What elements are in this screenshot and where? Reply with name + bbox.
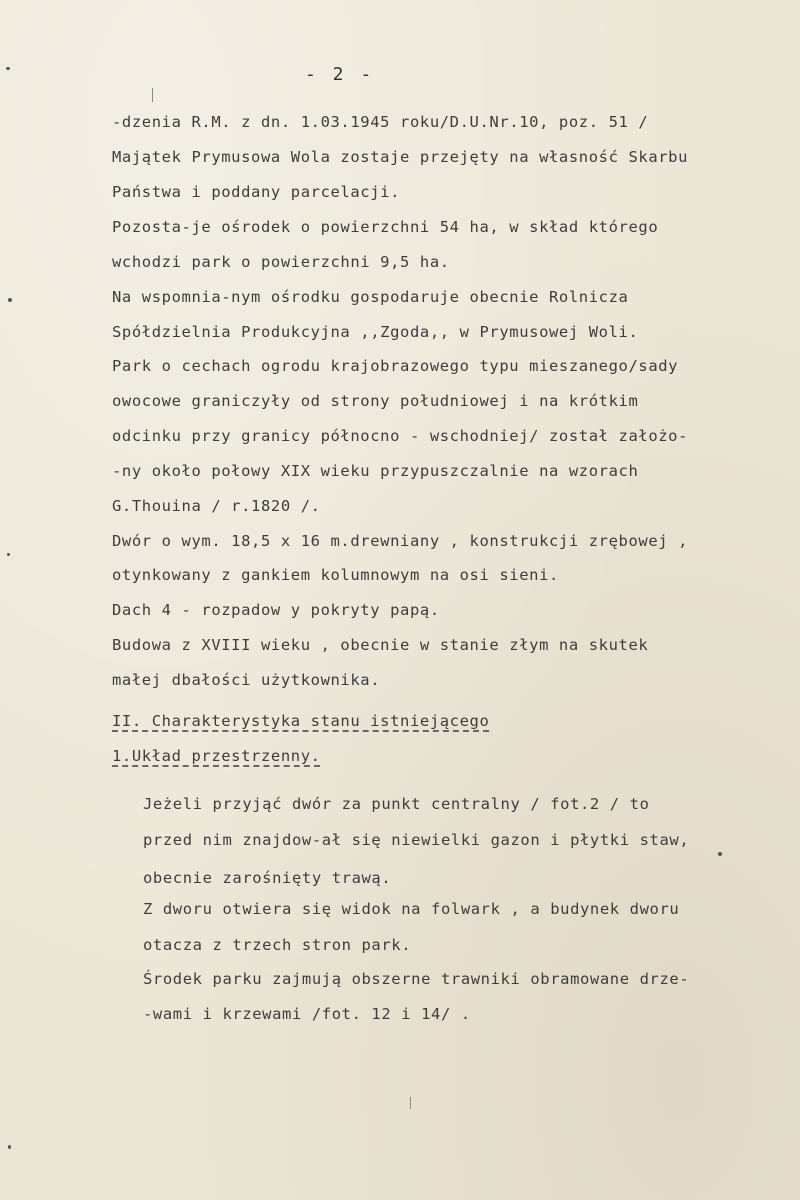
body-line: -dzenia R.M. z dn. 1.03.1945 roku/D.U.Nr.10, poz. 51 / (112, 113, 649, 131)
body-line: odcinku przy granicy północno - wschodniej/ został założo- (112, 427, 689, 445)
body-line: małej dbałości użytkownika. (112, 671, 381, 689)
body-line: Państwa i poddany parcelacji. (112, 183, 401, 201)
paper-mark (410, 1097, 411, 1109)
subsection-line: Jeżeli przyjąć dwór za punkt centralny / fot.2 / to (143, 795, 650, 813)
subsection-line: -wami i krzewami /fot. 12 i 14/ . (143, 1005, 471, 1023)
subsection-line: przed nim znajdow-ał się niewielki gazon i płytki staw, (143, 831, 690, 849)
body-line: Budowa z XVIII wieku , obecnie w stanie złym na skutek (112, 636, 649, 654)
subsection-line: otacza z trzech stron park. (143, 936, 412, 954)
section-heading: II. Charakterystyka stanu istniejącego (112, 712, 490, 730)
body-line: Dach 4 - rozpadow y pokryty papą. (112, 601, 440, 619)
paper-speck (6, 67, 10, 70)
body-line: Pozosta-je ośrodek o powierzchni 54 ha, w skład którego (112, 218, 659, 236)
body-line: otynkowany z gankiem kolumnowym na osi sieni. (112, 566, 559, 584)
body-line: -ny około połowy XIX wieku przypuszczalnie na wzorach (112, 462, 639, 480)
body-line: Majątek Prymusowa Wola zostaje przejęty na własność Skarbu (112, 148, 689, 166)
paper-speck (8, 1145, 11, 1149)
body-line: Park o cechach ogrodu krajobrazowego typu mieszanego/sady (112, 357, 679, 375)
subsection-heading: 1.Układ przestrzenny. (112, 747, 321, 765)
subsection-line: Środek parku zajmują obszerne trawniki obramowane drze- (143, 970, 690, 988)
page-number: - 2 - (305, 64, 375, 85)
body-line: wchodzi park o powierzchni 9,5 ha. (112, 253, 450, 271)
body-line: Spółdzielnia Produkcyjna ,,Zgoda,, w Prymusowej Woli. (112, 323, 639, 341)
body-line: Dwór o wym. 18,5 x 16 m.drewniany , konstrukcji zrębowej , (112, 532, 689, 550)
body-line: owocowe graniczyły od strony południowej i na krótkim (112, 392, 639, 410)
paper-mark (152, 88, 153, 102)
paper-speck (7, 553, 10, 556)
body-line: Na wspomnia-nym ośrodku gospodaruje obecnie Rolnicza (112, 288, 629, 306)
subsection-line: Z dworu otwiera się widok na folwark , a budynek dworu (143, 900, 680, 918)
body-line: G.Thouina / r.1820 /. (112, 497, 321, 515)
paper-speck (8, 298, 12, 302)
subsection-line: obecnie zarośnięty trawą. (143, 869, 392, 887)
paper-speck (718, 852, 722, 856)
